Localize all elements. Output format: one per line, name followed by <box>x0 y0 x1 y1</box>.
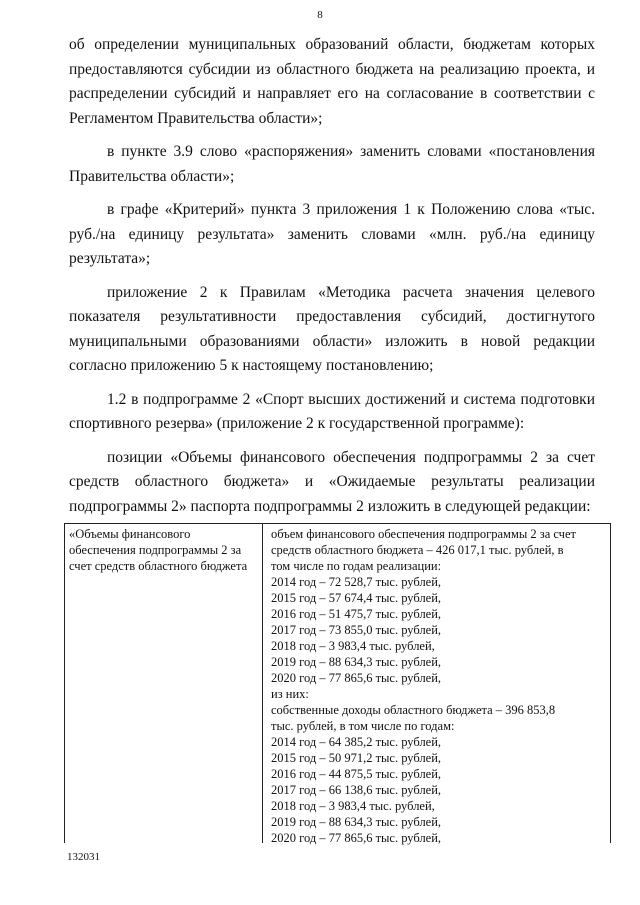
table-line: том числе по годам реализации: <box>271 559 442 573</box>
document-body <box>69 33 595 528</box>
table-line: собственные доходы областного бюджета – 396 853,8 <box>271 703 556 717</box>
table-line: тыс. рублей, в том числе по годам: <box>271 719 455 733</box>
table-line: 2016 год – 44 875,5 тыс. рублей, <box>271 767 442 781</box>
table-right-cell <box>269 524 609 843</box>
table-line: 2014 год – 72 528,7 тыс. рублей, <box>271 575 442 589</box>
table-line: 2014 год – 64 385,2 тыс. рублей, <box>271 735 442 749</box>
paragraph-positions: позиции «Объемы финансового обеспечения подпрограммы 2 за счет средств областного бюджета» и «Ожидаемые результаты реализации подпрограммы 2» паспорта подпрограммы 2 изложить в следующей редакции: <box>69 448 595 515</box>
table-line: 2020 год – 77 865,6 тыс. рублей, <box>271 831 442 845</box>
document-code: 132031 <box>67 851 100 863</box>
table-line: 2019 год – 88 634,3 тыс. рублей, <box>271 815 442 829</box>
table-line: 2015 год – 57 674,4 тыс. рублей, <box>271 591 442 605</box>
table-line: из них: <box>271 687 309 701</box>
funding-table <box>64 523 611 843</box>
paragraph-subprogram-2: 1.2 в подпрограмме 2 «Спорт высших достижений и система подготовки спортивного резерва» (приложение 2 к государственной программе): <box>69 390 595 432</box>
page-number: 8 <box>317 9 323 21</box>
table-line: 2017 год – 73 855,0 тыс. рублей, <box>271 623 442 637</box>
table-line: средств областного бюджета – 426 017,1 тыс. рублей, в <box>271 543 564 557</box>
table-line: 2018 год – 3 983,4 тыс. рублей, <box>271 799 435 813</box>
paragraph-criterion: в графе «Критерий» пункта 3 приложения 1 к Положению слова «тыс. руб./на единицу результата» заменить словами «млн. руб./на единицу результата»; <box>69 201 595 267</box>
table-line: 2016 год – 51 475,7 тыс. рублей, <box>271 607 442 621</box>
table-line: 2018 год – 3 983,4 тыс. рублей, <box>271 639 435 653</box>
paragraph-continuation: об определении муниципальных образований области, бюджетам которых предоставляются субсидии из областного бюджета на реализацию проекта, и распределении субсидий и направляет его на согласование в соответствии с Регламентом Правительства области»; <box>69 36 595 127</box>
table-line: 2017 год – 66 138,6 тыс. рублей, <box>271 783 442 797</box>
table-line: 2019 год – 88 634,3 тыс. рублей, <box>271 655 442 669</box>
paragraph-item-3-9: в пункте 3.9 слово «распоряжения» заменить словами «постановления Правительства области»; <box>69 143 595 185</box>
table-line: 2020 год – 77 865,6 тыс. рублей, <box>271 671 442 685</box>
paragraph-appendix-2: приложение 2 к Правилам «Методика расчета значения целевого показателя результативности предоставления субсидий, достигнутого муниципальными образованиями области» изложить в новой редакции согласно приложению 5 к настоящему постановлению; <box>69 283 595 374</box>
table-line: объем финансового обеспечения подпрограммы 2 за счет <box>271 527 576 541</box>
table-left-cell: «Объемы финансового обеспечения подпрограммы 2 за счет средств областного бюджета <box>65 524 263 843</box>
table-line: 2015 год – 50 971,2 тыс. рублей, <box>271 751 442 765</box>
